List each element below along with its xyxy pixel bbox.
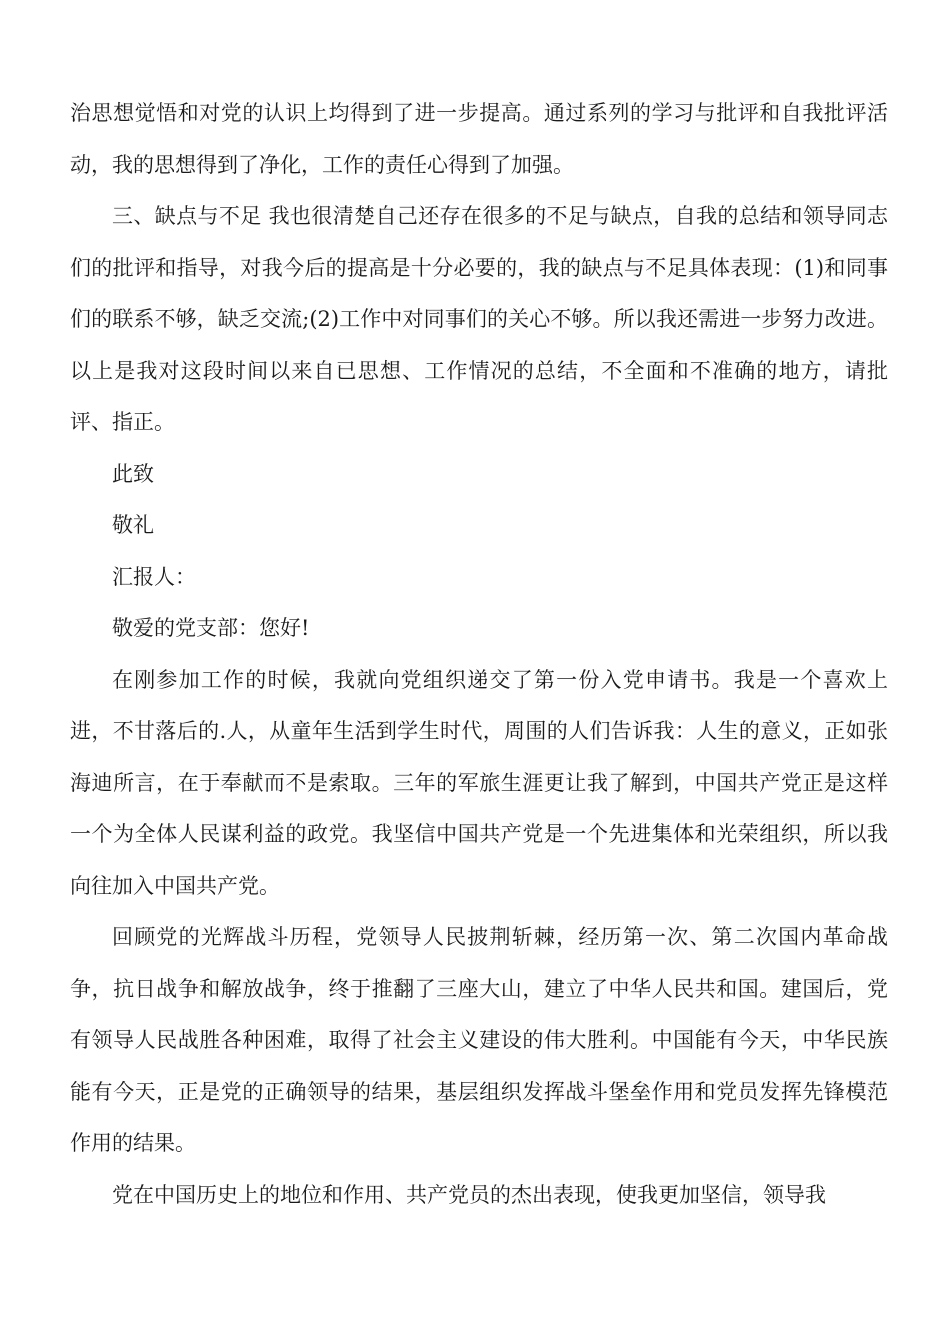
document-body [70,88,888,1221]
paragraph-3: 在刚参加工作的时候，我就向党组织递交了第一份入党申请书。我是一个喜欢上进，不甘落后的.人，从童年生活到学生时代，周围的人们告诉我：人生的意义，正如张海迪所言，在于奉献而不是索取。三年的军旅生涯更让我了解到，中国共产党正是这样一个为全体人民谋利益的政党。我坚信中国共产党是一个先进集体和光荣组织，所以我向往加入中国共产党。 [70,667,888,898]
greeting-line: 敬爱的党支部：您好! [112,616,310,640]
closing-salutation: 此致 [112,461,154,486]
paragraph-1: 治思想觉悟和对党的认识上均得到了进一步提高。通过系列的学习与批评和自我批评活动，我的思想得到了净化，工作的责任心得到了加强。 [70,101,888,177]
paragraph-4: 回顾党的光辉战斗历程，党领导人民披荆斩棘，经历第一次、第二次国内革命战争，抗日战争和解放战争，终于推翻了三座大山，建立了中华人民共和国。建国后，党有领导人民战胜各种困难，取得了社会主义建设的伟大胜利。中国能有今天，中华民族能有今天，正是党的正确领导的结果，基层组织发挥战斗堡垒作用和党员发挥先锋模范作用的结果。 [70,925,888,1155]
reporter-label: 汇报人： [112,564,196,589]
paragraph-2: 三、缺点与不足 我也很清楚自己还存在很多的不足与缺点，自我的总结和领导同志们的批评和指导，对我今后的提高是十分必要的，我的缺点与不足具体表现：(1)和同事们的联系不够，缺乏交流;(2)工作中对同事们的关心不够。所以我还需进一步努力改进。以上是我对这段时间以来自已思想、工作情况的总结，不全面和不准确的地方，请批评、指正。 [70,204,888,434]
paragraph-5: 党在中国历史上的地位和作用、共产党员的杰出表现，使我更加坚信，领导我 [112,1182,826,1207]
closing-regards: 敬礼 [112,513,154,537]
